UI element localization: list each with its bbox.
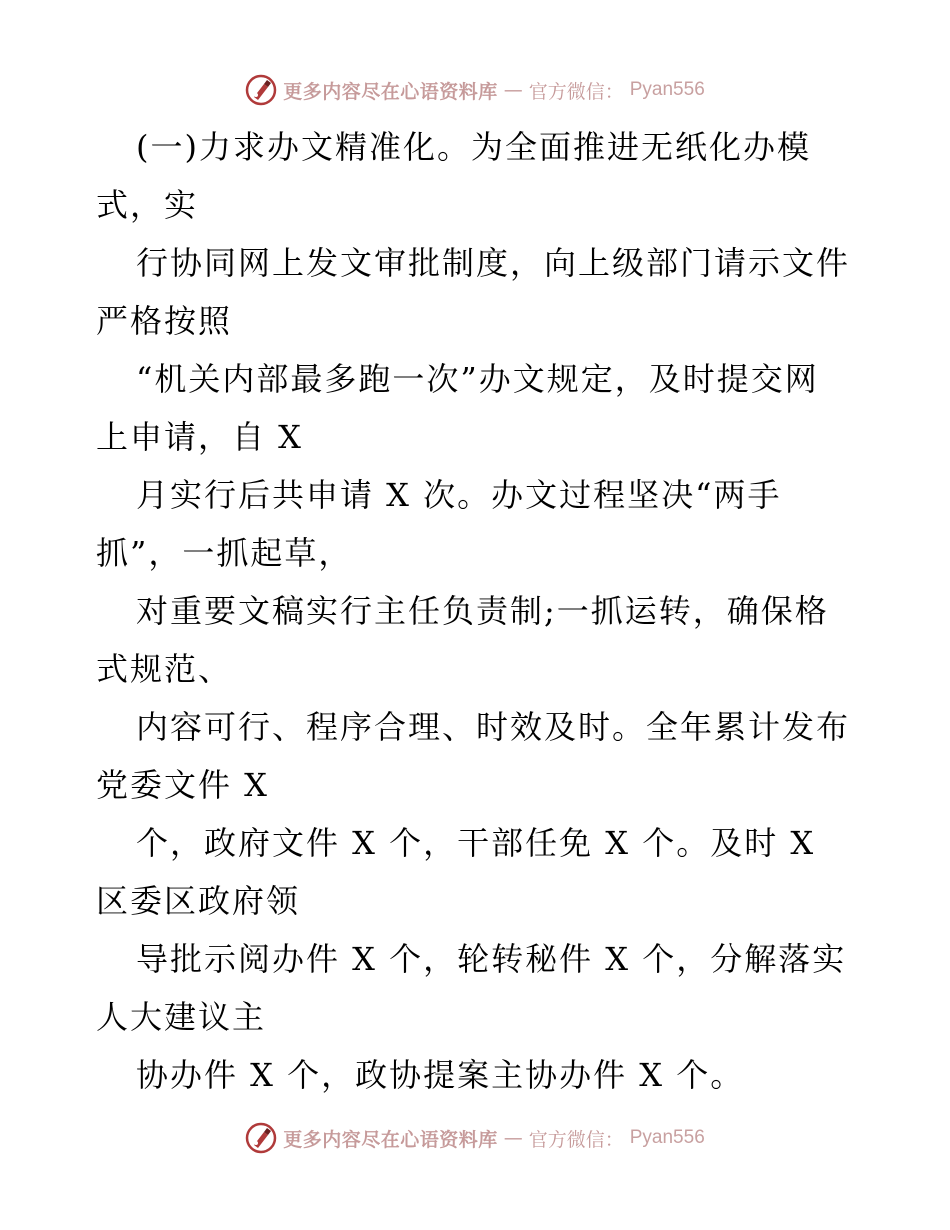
text-line: “机关内部最多跑一次”办文规定，及时提交网 [136,360,819,398]
text-line: 内容可行、程序合理、时效及时。全年累计发布 [136,708,851,746]
banner-title: 更多内容尽在心语资料库 [283,1128,498,1151]
banner-contact-label: 官方微信： [528,80,624,103]
footer-watermark-banner [0,1118,950,1158]
text-line: 协办件 X 个，政协提案主协办件 X 个。 [136,1056,745,1094]
header-watermark-banner [0,70,950,110]
text-line: 人大建议主 [96,998,267,1036]
text-line: 严格按照 [96,302,233,340]
text-line: 党委文件 X [96,766,269,804]
text-line: 式规范、 [96,650,233,688]
text-line: 区委区政府领 [96,882,301,920]
text-line: 上申请，自 X [96,418,303,456]
text-line: 导批示阅办件 X 个，轮转秘件 X 个，分解落实 [136,940,847,978]
text-line: 月实行后共申请 X 次。办文过程坚决“两手 [136,476,782,514]
banner-dash: — [503,79,523,101]
text-line: 抓”，一抓起草， [96,534,353,572]
banner-wechat-id: Pyan556 [629,79,705,100]
text-line: (一)力求办文精准化。为全面推进无纸化办模 [136,128,811,166]
banner-dash: — [503,1127,523,1149]
text-line: 个，政府文件 X 个，干部任免 X 个。及时 X [136,824,816,862]
banner-contact-label: 官方微信： [528,1128,624,1151]
text-line: 式，实 [96,186,199,224]
text-line: 行协同网上发文审批制度，向上级部门请示文件 [136,244,851,282]
document-body [96,118,856,1104]
text-line: 对重要文稿实行主任负责制;一抓运转，确保格 [136,592,829,630]
pen-logo-icon [245,1122,277,1154]
banner-title: 更多内容尽在心语资料库 [283,80,498,103]
banner-wechat-id: Pyan556 [629,1127,705,1148]
pen-logo-icon [245,74,277,106]
